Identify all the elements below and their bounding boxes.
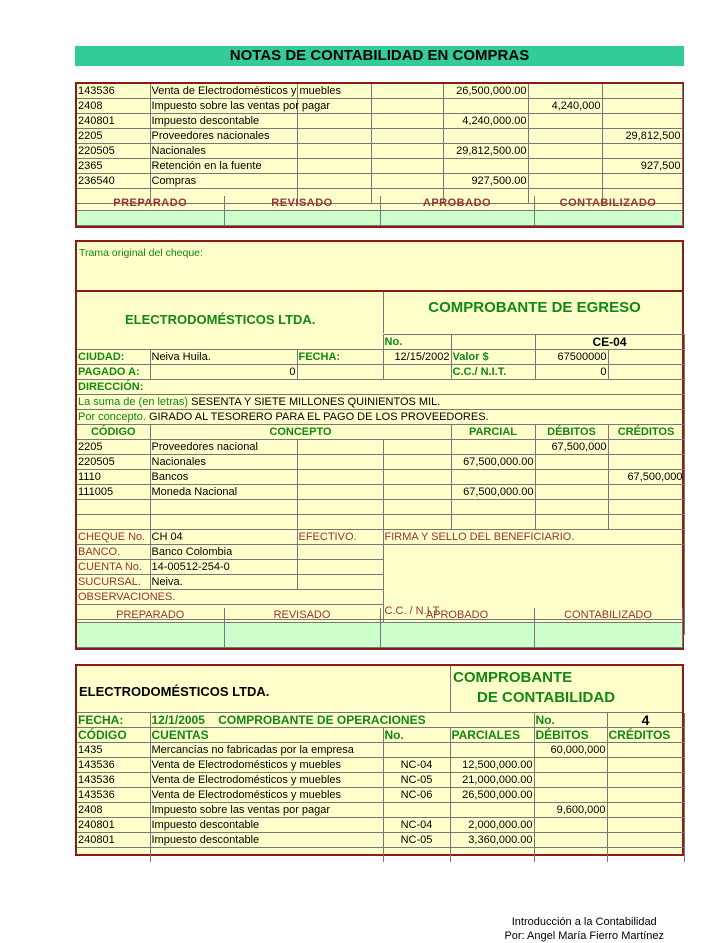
debit-amount xyxy=(534,833,607,848)
city-value: Neiva Huila. xyxy=(150,350,297,365)
paid-to-value: 0 xyxy=(150,365,297,380)
bank-value: Banco Colombia xyxy=(150,545,297,560)
account-code: 2205 xyxy=(77,129,150,144)
partial-amount: 3,360,000.00 xyxy=(450,833,534,848)
account-description: Venta de Electrodomésticos y muebles xyxy=(151,84,342,97)
note-number: NC-05 xyxy=(383,773,450,788)
reviewed-sign-cell[interactable] xyxy=(224,211,380,226)
credit-amount xyxy=(602,114,682,129)
debit-amount xyxy=(528,84,602,99)
blank-cell xyxy=(608,500,684,515)
account-description: Proveedores nacionales xyxy=(150,129,297,144)
account-description: Nacionales xyxy=(150,455,297,470)
table-row xyxy=(77,758,684,773)
blank-cell xyxy=(150,515,297,530)
observations-label: OBSERVACIONES. xyxy=(77,590,383,605)
debit-amount xyxy=(528,174,602,189)
partial-amount xyxy=(443,129,528,144)
table-row xyxy=(77,485,684,500)
credit-amount: 67,500,000 xyxy=(608,470,684,485)
debits-header: DÉBITOS xyxy=(535,425,608,440)
account-code: 220505 xyxy=(77,455,150,470)
concept-header: CONCEPTO xyxy=(150,425,451,440)
check-area xyxy=(77,242,682,292)
address-label: DIRECCIÓN: xyxy=(77,380,684,395)
table-row xyxy=(77,743,684,758)
credit-amount xyxy=(608,485,684,500)
check-label: Trama original del cheque: xyxy=(79,247,203,259)
partial-amount: 26,500,000.00 xyxy=(443,84,528,99)
blank-cell xyxy=(451,515,535,530)
footer-credit xyxy=(504,915,664,943)
credit-amount xyxy=(607,788,684,803)
account-description: Nacionales xyxy=(150,144,297,159)
table-row xyxy=(77,470,684,485)
table-row xyxy=(77,803,684,818)
nit-value: 0 xyxy=(535,365,608,380)
operations-title: COMPROBANTE DE OPERACIONES xyxy=(218,712,426,727)
purchase-notes-table xyxy=(75,82,684,228)
voucher-title-box xyxy=(383,292,685,333)
account-description: Compras xyxy=(150,174,297,189)
blank-cell xyxy=(383,848,450,863)
partial-amount xyxy=(443,159,528,174)
partial-amount: 4,240,000.00 xyxy=(443,114,528,129)
credit-amount xyxy=(602,84,682,99)
blank-cell xyxy=(383,440,451,455)
blank-cell xyxy=(77,515,150,530)
credit-amount xyxy=(607,818,684,833)
accounting-title-2: DE CONTABILIDAD xyxy=(477,689,616,706)
credit-amount xyxy=(602,174,682,189)
debit-amount: 67,500,000 xyxy=(535,440,608,455)
blank-cell xyxy=(534,848,607,863)
account-description: Impuesto sobre las ventas por pagar xyxy=(151,99,331,112)
prepared-sign-cell[interactable] xyxy=(77,211,224,226)
blank-cell xyxy=(297,144,371,159)
debit-amount xyxy=(534,818,607,833)
note-number: NC-04 xyxy=(383,818,450,833)
notes-title: NOTAS DE CONTABILIDAD EN COMPRAS xyxy=(75,46,684,66)
account-code: 236540 xyxy=(77,174,150,189)
signature-label: FIRMA Y SELLO DEL BENEFICIARIO. xyxy=(383,530,684,545)
notes-grid xyxy=(77,84,683,204)
blank-cell xyxy=(450,848,534,863)
nit-label: C.C./ N.I.T. xyxy=(451,365,535,380)
voucher-title: COMPROBANTE DE EGRESO xyxy=(428,299,641,316)
account-description: Proveedores nacional xyxy=(150,440,297,455)
table-row xyxy=(77,773,684,788)
voucher-number: CE-04 xyxy=(535,335,684,350)
bank-label: BANCO. xyxy=(77,545,150,560)
account-description: Venta de Electrodomésticos y muebles xyxy=(150,758,383,773)
credit-amount xyxy=(608,440,684,455)
credit-amount xyxy=(607,743,684,758)
no-label: No. xyxy=(383,335,451,350)
debit-amount: 4,240,000 xyxy=(528,99,602,114)
note-number xyxy=(383,803,450,818)
note-number: NC-05 xyxy=(383,833,450,848)
blank-cell xyxy=(297,470,383,485)
posted-sign-cell-2[interactable] xyxy=(534,623,682,648)
account-description: Venta de Electrodomésticos y muebles xyxy=(150,788,383,803)
blank-cell xyxy=(297,455,383,470)
debits-header-3: DÉBITOS xyxy=(534,728,607,743)
posted-label: CONTABILIZADO xyxy=(534,196,682,211)
debit-amount xyxy=(534,758,607,773)
account-description: Impuesto descontable xyxy=(150,114,297,129)
account-description: Moneda Nacional xyxy=(150,485,297,500)
blank-cell xyxy=(297,174,371,189)
credit-amount xyxy=(602,144,682,159)
debit-amount xyxy=(535,455,608,470)
account-description: Impuesto descontable xyxy=(150,833,383,848)
date-label-3: FECHA: xyxy=(77,713,150,728)
branch-value: Neiva. xyxy=(150,575,297,590)
reviewed-label: REVISADO xyxy=(224,196,380,211)
account-code: 2205 xyxy=(77,440,150,455)
partial-amount: 12,500,000.00 xyxy=(450,758,534,773)
blank-cell xyxy=(150,848,383,863)
table-row xyxy=(77,99,682,114)
blank-cell xyxy=(77,500,150,515)
blank-cell xyxy=(297,129,371,144)
account-code: 2365 xyxy=(77,159,150,174)
date-label: FECHA: xyxy=(297,350,383,365)
egress-info xyxy=(77,334,685,440)
accounts-header: CUENTAS xyxy=(150,728,383,743)
blank-cell xyxy=(535,500,608,515)
empty-row xyxy=(77,515,684,530)
table-row xyxy=(77,114,682,129)
debit-amount xyxy=(535,470,608,485)
value-label: Valor $ xyxy=(451,350,535,365)
debit-amount xyxy=(528,159,602,174)
account-code: 143536 xyxy=(77,773,150,788)
credit-amount xyxy=(607,833,684,848)
blank-cell xyxy=(451,500,535,515)
blank-cell xyxy=(383,515,451,530)
credit-amount xyxy=(607,758,684,773)
blank-cell xyxy=(371,174,443,189)
table-row xyxy=(77,833,684,848)
debit-amount: 9,600,000 xyxy=(534,803,607,818)
blank-cell xyxy=(297,440,383,455)
branch-label: SUCURSAL. xyxy=(77,575,150,590)
account-value: 14-00512-254-0 xyxy=(150,560,297,575)
table-row xyxy=(77,174,682,189)
blank-cell xyxy=(297,500,383,515)
sum-label: La suma de (en letras) xyxy=(78,395,189,408)
account-description: Impuesto descontable xyxy=(150,818,383,833)
blank-cell xyxy=(607,848,684,863)
table-row xyxy=(77,788,684,803)
credits-header-3: CRÉDITOS xyxy=(607,728,684,743)
egress-header xyxy=(77,292,682,334)
debit-amount xyxy=(528,114,602,129)
empty-row xyxy=(77,500,684,515)
table-row xyxy=(77,84,682,99)
blank-cell xyxy=(297,515,383,530)
credit-amount xyxy=(608,455,684,470)
account-code: 143536 xyxy=(77,788,150,803)
account-code: 143536 xyxy=(77,84,150,99)
accounting-header xyxy=(77,666,682,713)
cash-label: EFECTIVO. xyxy=(297,530,383,545)
blank-cell xyxy=(608,515,684,530)
debit-amount xyxy=(528,129,602,144)
blank-cell xyxy=(371,99,443,114)
blank-cell xyxy=(150,500,297,515)
posted-label-2: CONTABILIZADO xyxy=(534,608,682,623)
blank-cell xyxy=(371,114,443,129)
blank-cell xyxy=(371,84,443,99)
paid-to-label: PAGADO A: xyxy=(77,365,150,380)
reviewed-sign-cell-2[interactable] xyxy=(224,623,380,648)
no-label-3: No. xyxy=(534,713,607,728)
partial-amount xyxy=(451,470,535,485)
account-code: 1435 xyxy=(77,743,150,758)
account-code: 143536 xyxy=(77,758,150,773)
blank-cell xyxy=(383,485,451,500)
cheque-value: CH 04 xyxy=(150,530,297,545)
credit-amount: 29,812,500 xyxy=(602,129,682,144)
blank-cell xyxy=(383,470,451,485)
partial-amount: 927,500.00 xyxy=(443,174,528,189)
partials-header: PARCIALES xyxy=(450,728,534,743)
table-row xyxy=(77,440,684,455)
credit-amount xyxy=(607,773,684,788)
blank-cell xyxy=(297,159,371,174)
account-description: Impuesto sobre las ventas por pagar xyxy=(150,803,383,818)
concept-label: Por concepto. xyxy=(78,410,146,423)
note-number: NC-04 xyxy=(383,758,450,773)
partial-amount: 21,000,000.00 xyxy=(450,773,534,788)
debit-amount xyxy=(534,788,607,803)
footer-line-1: Introducción a la Contabilidad xyxy=(511,916,657,928)
table-row xyxy=(77,818,684,833)
code-header-3: CÓDIGO xyxy=(77,728,150,743)
note-number: NC-06 xyxy=(383,788,450,803)
accounting-title-box xyxy=(450,666,685,712)
company-name-3: ELECTRODOMÉSTICOS LTDA. xyxy=(79,684,270,699)
voucher-number-3: 4 xyxy=(607,713,684,728)
debit-amount: 60,000,000 xyxy=(534,743,607,758)
account-code: 111005 xyxy=(77,485,150,500)
blank-cell xyxy=(535,515,608,530)
city-label: CIUDAD: xyxy=(77,350,150,365)
debit-amount xyxy=(534,773,607,788)
account-code: 240801 xyxy=(77,833,150,848)
account-code: 240801 xyxy=(77,114,150,129)
blank-cell xyxy=(371,144,443,159)
credit-amount: 927,500 xyxy=(602,159,682,174)
partial-amount: 26,500,000.00 xyxy=(450,788,534,803)
empty-row xyxy=(77,848,684,863)
egress-voucher xyxy=(75,240,684,650)
cheque-label: CHEQUE No. xyxy=(77,530,150,545)
partial-amount: 29,812,500.00 xyxy=(443,144,528,159)
date-value-3: 12/1/2005 xyxy=(151,712,205,727)
account-code: 240801 xyxy=(77,818,150,833)
company-name: ELECTRODOMÉSTICOS LTDA. xyxy=(125,312,316,327)
debit-amount xyxy=(535,485,608,500)
footer-line-2: Por: Angel María Fierro Martínez xyxy=(504,930,664,942)
account-description: Mercancías no fabricadas por la empresa xyxy=(150,743,383,758)
egress-lines xyxy=(77,440,685,530)
account-description: Bancos xyxy=(150,470,297,485)
accounting-voucher xyxy=(75,664,684,856)
partial-amount: 67,500,000.00 xyxy=(451,455,535,470)
partial-header: PARCIAL xyxy=(451,425,535,440)
table-row xyxy=(77,159,682,174)
partial-amount xyxy=(450,803,534,818)
reviewed-label-2: REVISADO xyxy=(224,608,380,623)
blank-cell xyxy=(77,848,150,863)
cc-label: C.C. / N.I.T. xyxy=(383,605,684,620)
account-code: 2408 xyxy=(77,99,150,114)
account-code: 2408 xyxy=(77,803,150,818)
blank-cell xyxy=(383,455,451,470)
table-row xyxy=(77,455,684,470)
note-number xyxy=(383,743,450,758)
blank-cell xyxy=(371,159,443,174)
accounting-grid xyxy=(77,713,685,862)
code-header: CÓDIGO xyxy=(77,425,150,440)
blank-cell xyxy=(297,485,383,500)
credit-amount xyxy=(602,99,682,114)
partial-amount: 2,000,000.00 xyxy=(450,818,534,833)
credits-header: CRÉDITOS xyxy=(608,425,684,440)
account-code: 220505 xyxy=(77,144,150,159)
date-value: 12/15/2002 xyxy=(383,350,451,365)
blank-cell xyxy=(383,500,451,515)
approved-label-2: APROBADO xyxy=(380,608,534,623)
prepared-sign-cell-2[interactable] xyxy=(77,623,224,648)
debit-amount xyxy=(528,144,602,159)
accounting-title-1: COMPROBANTE xyxy=(453,669,573,686)
prepared-label-2: PREPARADO xyxy=(77,608,224,623)
partial-amount xyxy=(451,440,535,455)
table-row xyxy=(77,144,682,159)
egress-signature-row xyxy=(77,608,683,648)
account-code: 1110 xyxy=(77,470,150,485)
posted-sign-cell[interactable] xyxy=(534,211,682,226)
approved-sign-cell-2[interactable] xyxy=(380,623,534,648)
credit-amount xyxy=(607,803,684,818)
approved-label: APROBADO xyxy=(380,196,534,211)
partial-amount xyxy=(450,743,534,758)
blank-cell xyxy=(371,129,443,144)
no-header: No. xyxy=(383,728,450,743)
concept-value: GIRADO AL TESORERO PARA EL PAGO DE LOS PROVEEDORES. xyxy=(148,410,489,423)
account-label: CUENTA No. xyxy=(77,560,150,575)
sum-value: SESENTA Y SIETE MILLONES QUINIENTOS MIL. xyxy=(191,395,441,408)
value-amount: 67500000 xyxy=(535,350,608,365)
partial-amount xyxy=(443,99,528,114)
partial-amount: 67,500,000.00 xyxy=(451,485,535,500)
account-description: Venta de Electrodomésticos y muebles xyxy=(150,773,383,788)
table-row xyxy=(77,129,682,144)
account-description: Retención en la fuente xyxy=(150,159,297,174)
approved-sign-cell[interactable] xyxy=(380,211,534,226)
notes-signature-row xyxy=(77,196,683,226)
blank-cell xyxy=(297,114,371,129)
prepared-label: PREPARADO xyxy=(77,196,224,211)
